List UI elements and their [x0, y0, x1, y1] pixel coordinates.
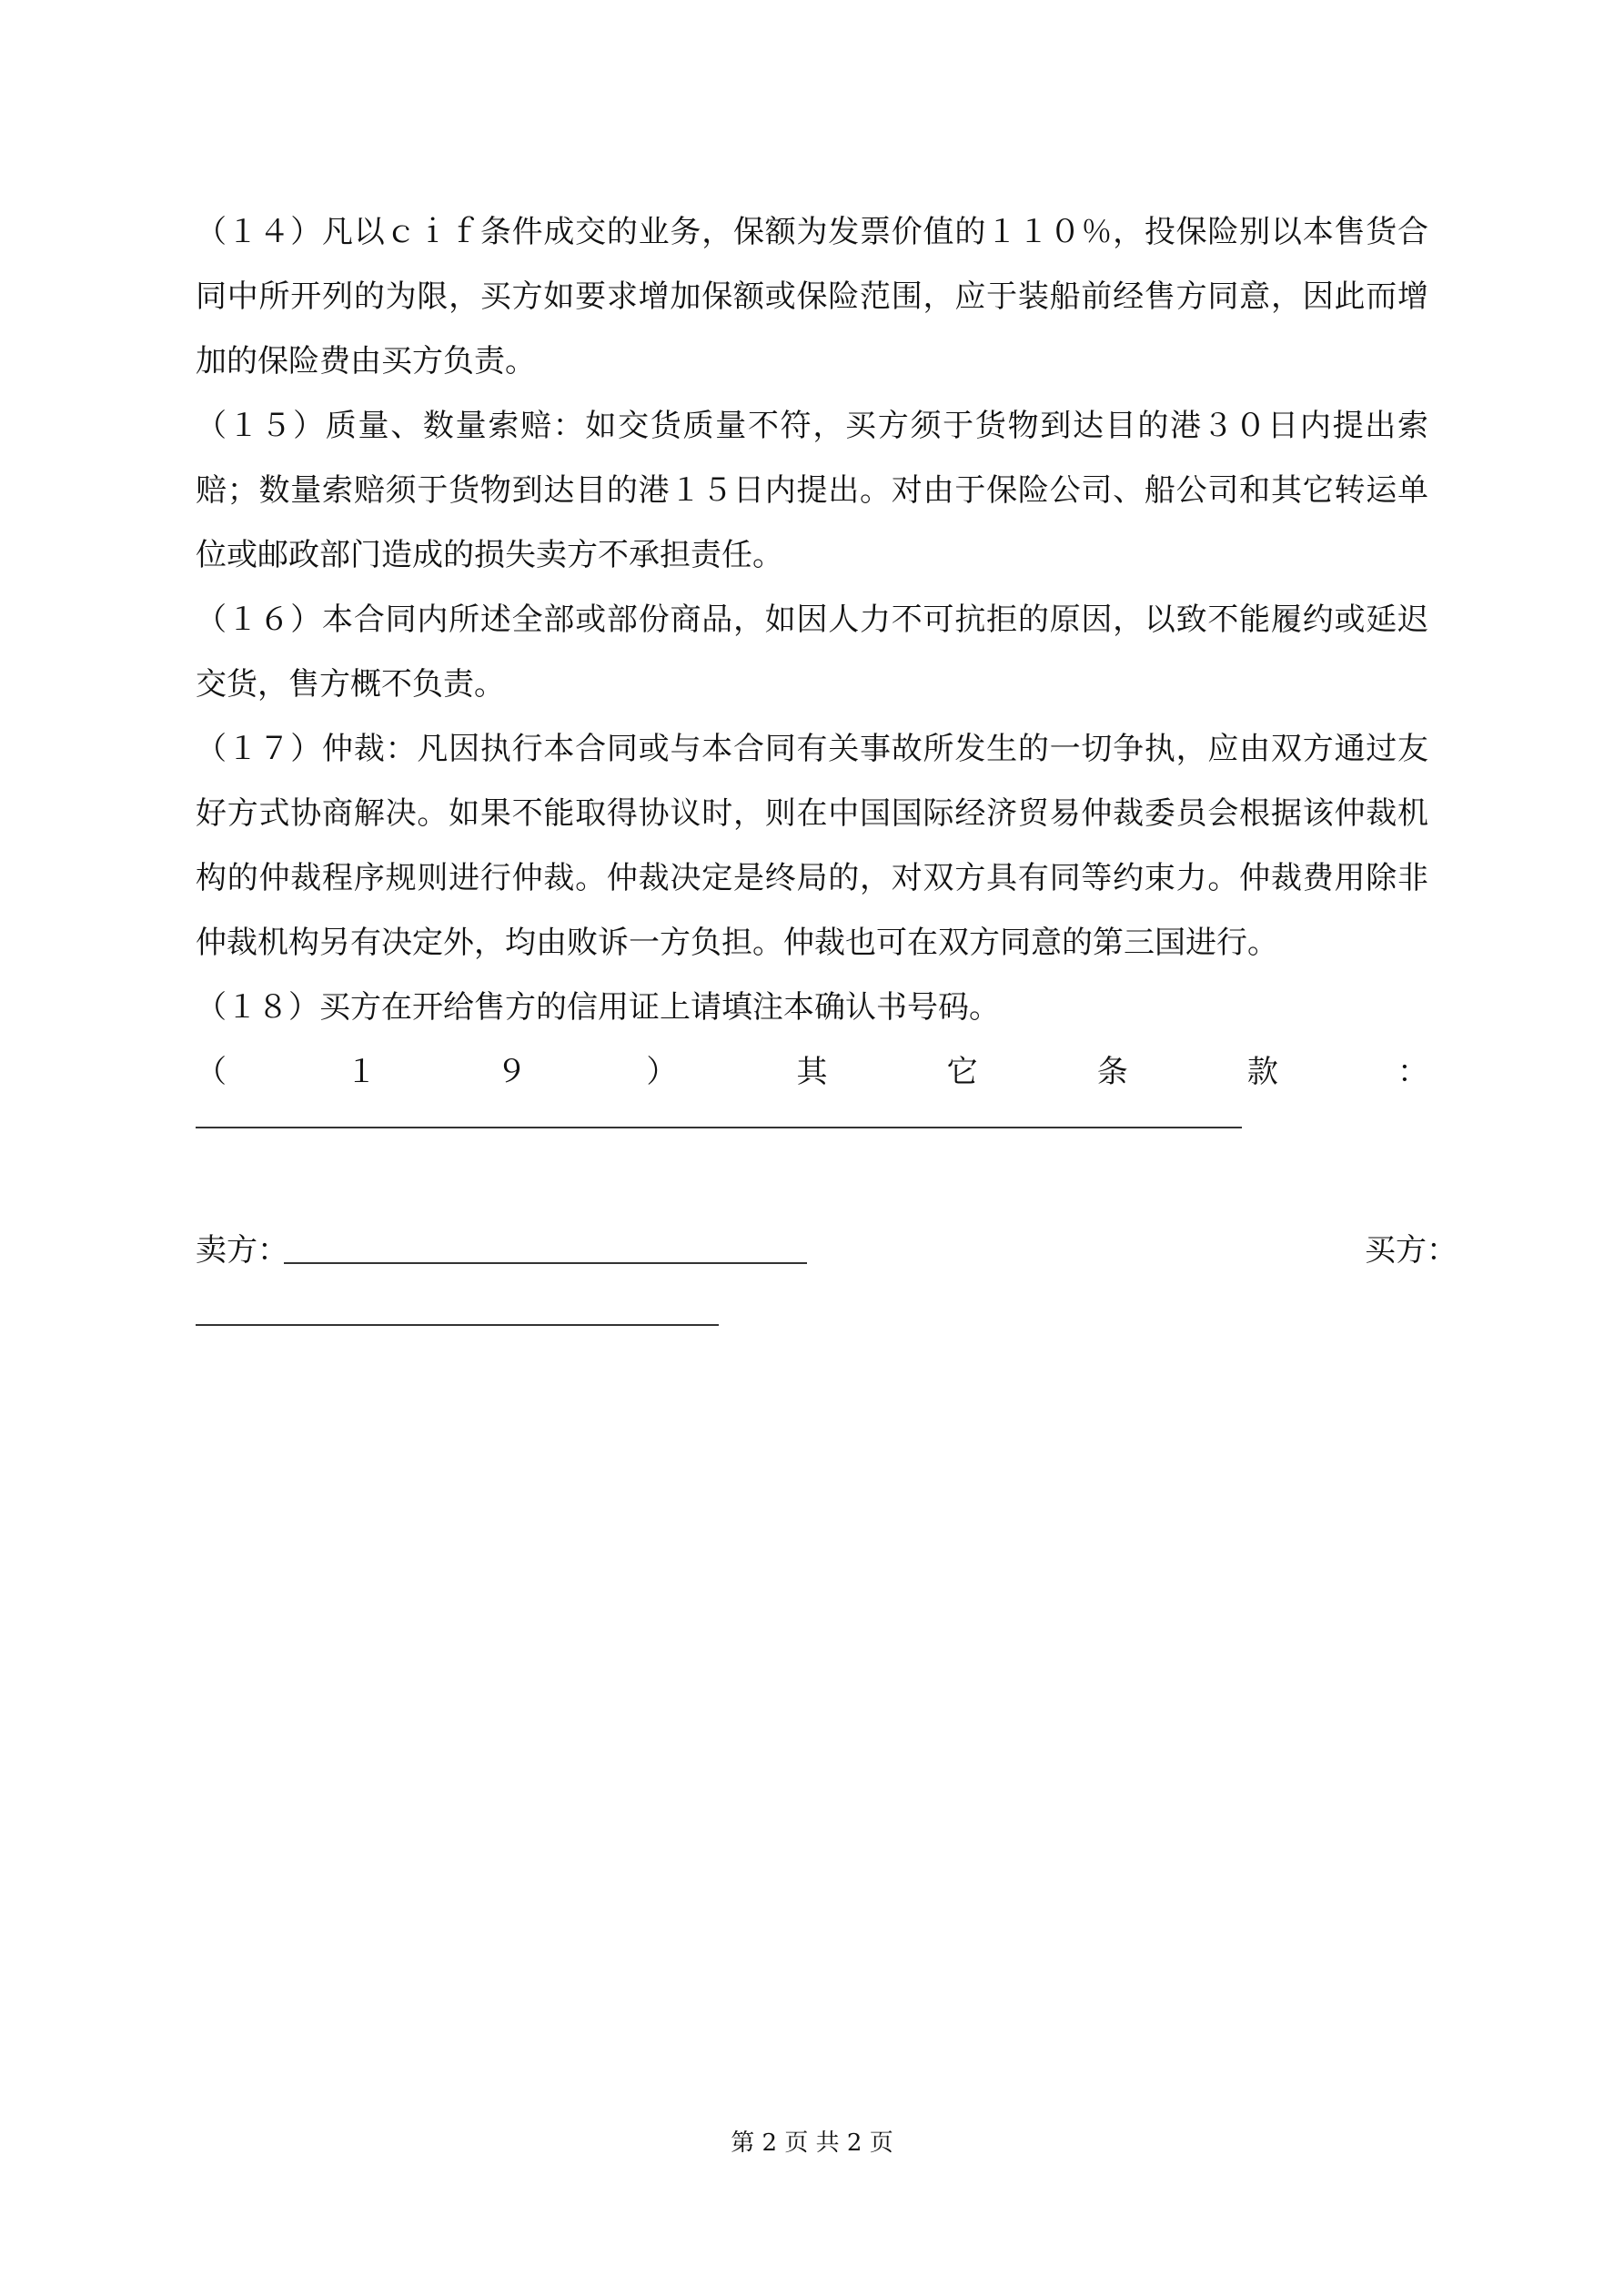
clause-15: （１５）质量、数量索赔：如交货质量不符，买方须于货物到达目的港３０日内提出索赔；数量索赔须于货物到达目的港１５日内提出。对由于保险公司、船公司和其它转运单位或邮政部门造成的损失卖方不承担责任。 — [196, 408, 1428, 573]
clause-14: （１４）凡以ｃｉｆ条件成交的业务，保额为发票价值的１１０％，投保险别以本售货合同中所开列的为限，买方如要求增加保额或保险范围，应于装船前经售方同意，因此而增加的保险费由买方负责。 — [196, 214, 1428, 379]
clause-19-part: １ — [346, 1054, 378, 1090]
clause-19-part: （ — [196, 1054, 227, 1090]
clause-19-part: ： — [1397, 1054, 1428, 1090]
other-terms-blank-line[interactable] — [196, 1127, 1242, 1128]
page-footer: 第 2 页 共 2 页 — [731, 2129, 893, 2157]
buyer-signature-line[interactable] — [196, 1324, 719, 1326]
clause-17: （１７）仲裁：凡因执行本合同或与本合同有关事故所发生的一切争执，应由双方通过友好方式协商解决。如果不能取得协议时，则在中国国际经济贸易仲裁委员会根据该仲裁机构的仲裁程序规则进行仲裁。仲裁决定是终局的，对双方具有同等约束力。仲裁费用除非仲裁机构另有决定外，均由败诉一方负担。仲裁也可在双方同意的第三国进行。 — [196, 731, 1428, 961]
clause-19-part: ） — [646, 1054, 678, 1090]
clause-18: （１８）买方在开给售方的信用证上请填注本确认书号码。 — [196, 989, 1000, 1026]
clause-19-heading — [196, 1040, 1428, 1105]
contract-clauses — [196, 200, 1428, 1105]
clause-19-part: 其 — [796, 1054, 828, 1090]
clause-19-part: 它 — [946, 1054, 978, 1090]
seller-label: 卖方： — [196, 1232, 288, 1269]
clause-19-part: ９ — [496, 1054, 528, 1090]
clause-19-part: 款 — [1246, 1054, 1278, 1090]
clause-16: （１６）本合同内所述全部或部份商品，如因人力不可抗拒的原因，以致不能履约或延迟交货，售方概不负责。 — [196, 602, 1428, 703]
seller-signature-line[interactable] — [284, 1262, 807, 1264]
buyer-label: 买方： — [1365, 1232, 1458, 1269]
clause-19-part: 条 — [1096, 1054, 1128, 1090]
